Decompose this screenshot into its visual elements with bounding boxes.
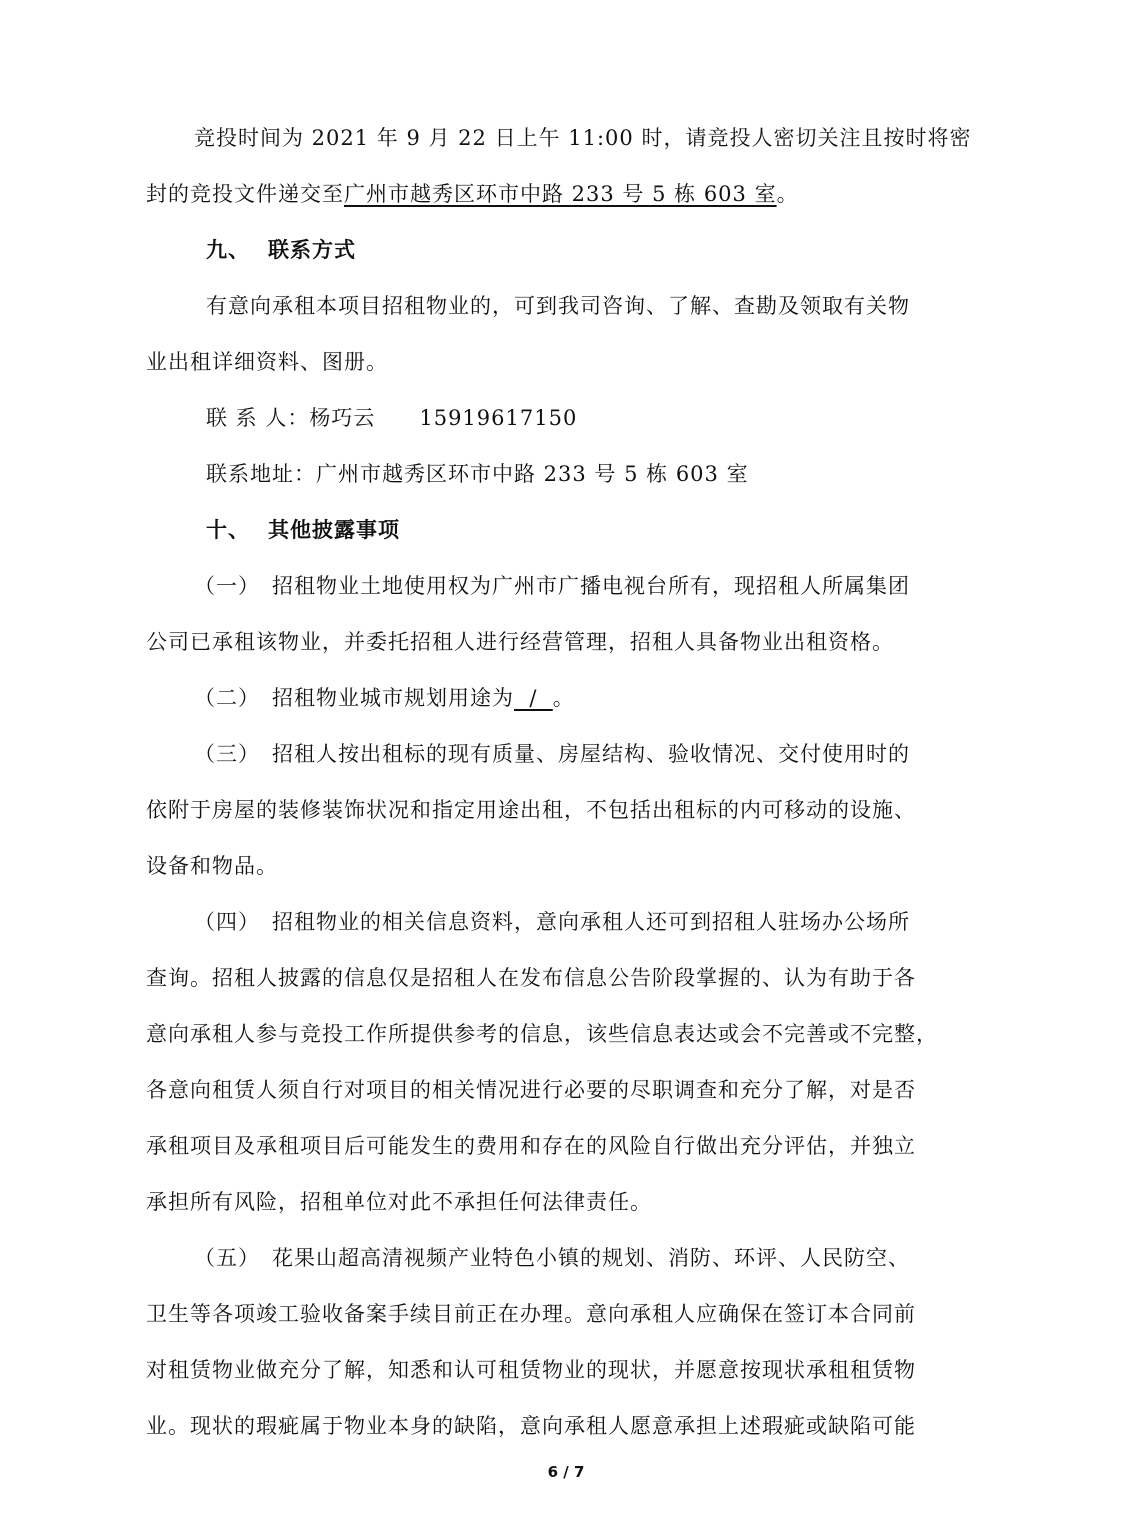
item-2-line: （二） 招租物业城市规划用途为 / 。: [194, 686, 575, 710]
paragraph-line: 封的竞投文件递交至广州市越秀区环市中路 233 号 5 栋 603 室。: [146, 182, 799, 206]
item-5-line: （五） 花果山超高清视频产业特色小镇的规划、消防、环评、人民防空、: [194, 1246, 910, 1270]
item-1-line: 公司已承租该物业，并委托招租人进行经营管理，招租人具备物业出租资格。: [146, 630, 894, 654]
item-3-line: （三） 招租人按出租标的现有质量、房屋结构、验收情况、交付使用时的: [194, 742, 910, 766]
address-underlined: 广州市越秀区环市中路 233 号 5 栋 603 室: [344, 182, 777, 206]
contact-person: 联 系 人：杨巧云 15919617150: [206, 406, 578, 430]
page-number: 6 / 7: [547, 1463, 585, 1481]
item-4-line: 承担所有风险，招租单位对此不承担任何法律责任。: [146, 1190, 652, 1214]
item-4-line: （四） 招租物业的相关信息资料，意向承租人还可到招租人驻场办公场所: [194, 910, 910, 934]
item-1-line: （一） 招租物业土地使用权为广州市广播电视台所有，现招租人所属集团: [194, 574, 910, 598]
section-heading-9: 九、 联系方式: [206, 238, 356, 262]
section-heading-10: 十、 其他披露事项: [206, 518, 400, 542]
contact-address: 联系地址：广州市越秀区环市中路 233 号 5 栋 603 室: [206, 462, 749, 486]
paragraph-line: 竞投时间为 2021 年 9 月 22 日上午 11:00 时，请竞投人密切关注且按时将密: [194, 126, 972, 150]
item-5-line: 业。现状的瑕疵属于物业本身的缺陷，意向承租人愿意承担上述瑕疵或缺陷可能: [146, 1414, 916, 1438]
item-4-line: 各意向租赁人须自行对项目的相关情况进行必要的尽职调查和充分了解，对是否: [146, 1078, 916, 1102]
paragraph-line: 业出租详细资料、图册。: [146, 350, 388, 374]
item-4-line: 查询。招租人披露的信息仅是招租人在发布信息公告阶段掌握的、认为有助于各: [146, 966, 916, 990]
item-5-line: 卫生等各项竣工验收备案手续目前正在办理。意向承租人应确保在签订本合同前: [146, 1302, 916, 1326]
usage-underlined: /: [514, 686, 553, 710]
paragraph-line: 有意向承租本项目招租物业的，可到我司咨询、了解、查勘及领取有关物: [206, 294, 910, 318]
item-3-line: 依附于房屋的装修装饰状况和指定用途出租，不包括出租标的内可移动的设施、: [146, 798, 916, 822]
item-4-line: 承租项目及承租项目后可能发生的费用和存在的风险自行做出充分评估，并独立: [146, 1134, 916, 1158]
item-4-line: 意向承租人参与竞投工作所提供参考的信息，该些信息表达或会不完善或不完整，: [146, 1022, 938, 1046]
item-3-line: 设备和物品。: [146, 854, 278, 878]
item-5-line: 对租赁物业做充分了解，知悉和认可租赁物业的现状，并愿意按现状承租租赁物: [146, 1358, 916, 1382]
